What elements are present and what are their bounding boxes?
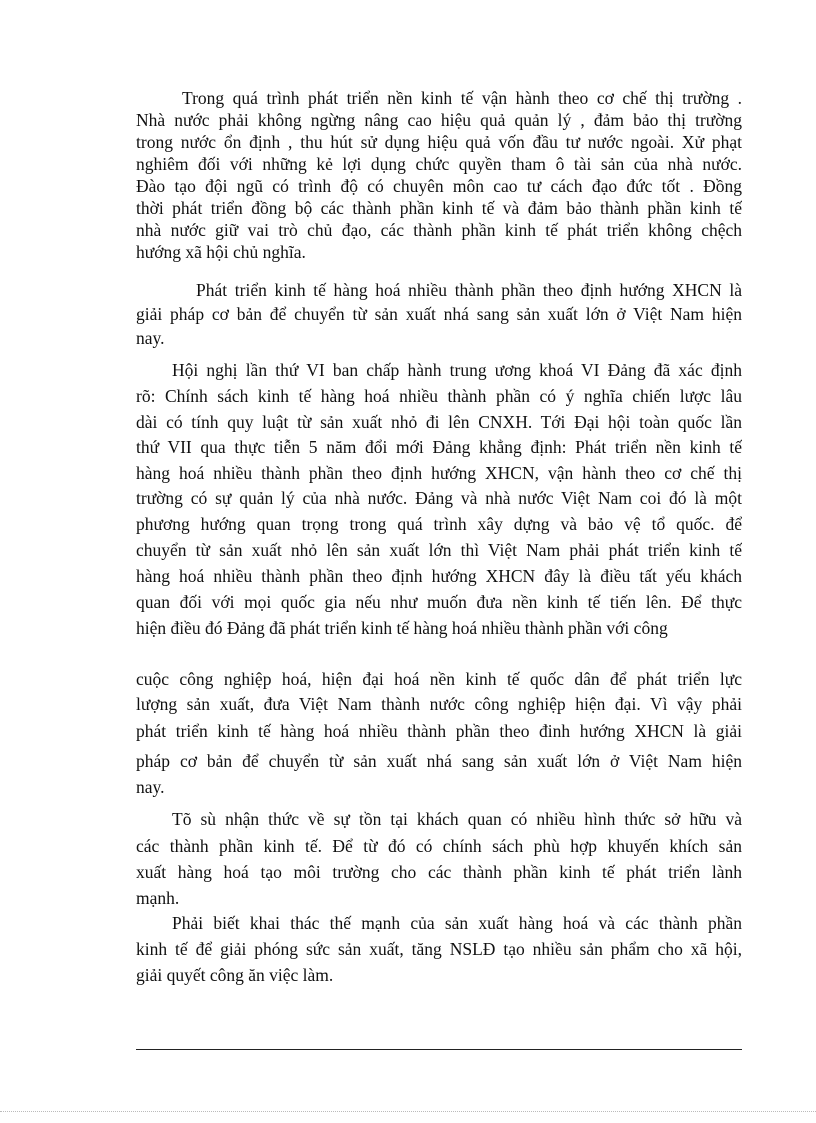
paragraph-3-line: thứ VII qua thực tiễn 5 năm đổi mới Đảng khẳng định: Phát triển nền kinh tế bbox=[136, 437, 742, 457]
paragraph-6-line: kinh tế để giải phóng sức sản xuất, tăng NSLĐ tạo nhiều sản phẩm cho xã hội, bbox=[136, 939, 742, 959]
paragraph-1-line: nghiêm đối với những kẻ lợi dụng chức quyền tham ô tài sản của nhà nước. bbox=[136, 154, 742, 174]
paragraph-4-line: pháp cơ bản để chuyển từ sản xuất nhá sang sản xuất lớn ở Việt Nam hiện bbox=[136, 751, 742, 771]
paragraph-4-line: phát triển kinh tế hàng hoá nhiều thành phần theo đinh hướng XHCN là giải bbox=[136, 721, 742, 741]
paragraph-1-line: thời phát triển đồng bộ các thành phần kinh tế và đảm bảo thành phần kinh tế bbox=[136, 198, 742, 218]
paragraph-5-line: xuất hàng hoá tạo môi trường cho các thành phần kinh tế phát triển lành bbox=[136, 862, 742, 882]
paragraph-5-line: các thành phần kinh tế. Để từ đó có chính sách phù hợp khuyến khích sản bbox=[136, 836, 742, 856]
paragraph-4-line: lượng sản xuất, đưa Việt Nam thành nước công nghiệp hiện đại. Vì vậy phải bbox=[136, 694, 742, 714]
paragraph-1-line: trong nước ổn định , thu hút sử dụng hiệu quả vốn đầu tư nước ngoài. Xử phạt bbox=[136, 132, 742, 152]
paragraph-6-line: Phải biết khai thác thế mạnh của sản xuất hàng hoá và các thành phần bbox=[172, 913, 742, 933]
paragraph-3-line: quan đối với mọi quốc gia nếu như muốn đưa nền kinh tế tiến lên. Để thực bbox=[136, 592, 742, 612]
page-break-dotted-line bbox=[0, 1111, 816, 1112]
paragraph-2-line: nay. bbox=[136, 328, 165, 348]
paragraph-3-line: hiện điều đó Đảng đã phát triển kinh tế hàng hoá nhiều thành phần với công bbox=[136, 618, 668, 638]
paragraph-3-line: hàng hoá nhiều thành phần theo định hướng XHCN, vận hành theo cơ chế thị bbox=[136, 463, 742, 483]
paragraph-5-line: Tõ sù nhận thức về sự tồn tại khách quan có nhiều hình thức sở hữu và bbox=[172, 809, 742, 829]
paragraph-3-line: chuyển từ sản xuất nhỏ lên sản xuất lớn thì Việt Nam phải phát triển kinh tế bbox=[136, 540, 742, 560]
footer-rule bbox=[136, 1049, 742, 1050]
paragraph-3-line: hàng hoá nhiều thành phần theo định hướng XHCN đây là điều tất yếu khách bbox=[136, 566, 742, 586]
paragraph-2-line: Phát triển kinh tế hàng hoá nhiều thành phần theo định hướng XHCN là bbox=[196, 280, 742, 300]
paragraph-4-line: nay. bbox=[136, 777, 165, 797]
paragraph-1-line: nhà nước giữ vai trò chủ đạo, các thành phần kinh tế phát triển không chệch bbox=[136, 220, 742, 240]
paragraph-3-line: Hội nghị lần thứ VI ban chấp hành trung ương khoá VI Đảng đã xác định bbox=[172, 360, 742, 380]
paragraph-6-line: giải quyết công ăn việc làm. bbox=[136, 965, 334, 985]
paragraph-2-line: giải pháp cơ bản để chuyển từ sản xuất nhá sang sản xuất lớn ở Việt Nam hiện bbox=[136, 304, 742, 324]
paragraph-1-line: Trong quá trình phát triển nền kinh tế vận hành theo cơ chế thị trường . bbox=[182, 88, 742, 108]
paragraph-4-line: cuộc công nghiệp hoá, hiện đại hoá nền kinh tế quốc dân để phát triển lực bbox=[136, 669, 742, 689]
paragraph-3-line: phương hướng quan trọng trong quá trình xây dựng và bảo vệ tổ quốc. để bbox=[136, 514, 742, 534]
paragraph-1-line: Nhà nước phải không ngừng nâng cao hiệu quả quản lý , đảm bảo thị trường bbox=[136, 110, 742, 130]
paragraph-3-line: rõ: Chính sách kinh tế hàng hoá nhiều thành phần có ý nghĩa chiến lược lâu bbox=[136, 386, 742, 406]
paragraph-1-line: Đào tạo đội ngũ có trình độ có chuyên môn cao tư cách đạo đức tốt . Đồng bbox=[136, 176, 742, 196]
paragraph-5-line: mạnh. bbox=[136, 888, 180, 908]
paragraph-1-line: hướng xã hội chủ nghĩa. bbox=[136, 242, 306, 262]
paragraph-3-line: trường có sự quản lý của nhà nước. Đảng và nhà nước Việt Nam coi đó là một bbox=[136, 488, 742, 508]
paragraph-3-line: dài có tính quy luật từ sản xuất nhỏ đi lên CNXH. Tới Đại hội toàn quốc lần bbox=[136, 412, 742, 432]
